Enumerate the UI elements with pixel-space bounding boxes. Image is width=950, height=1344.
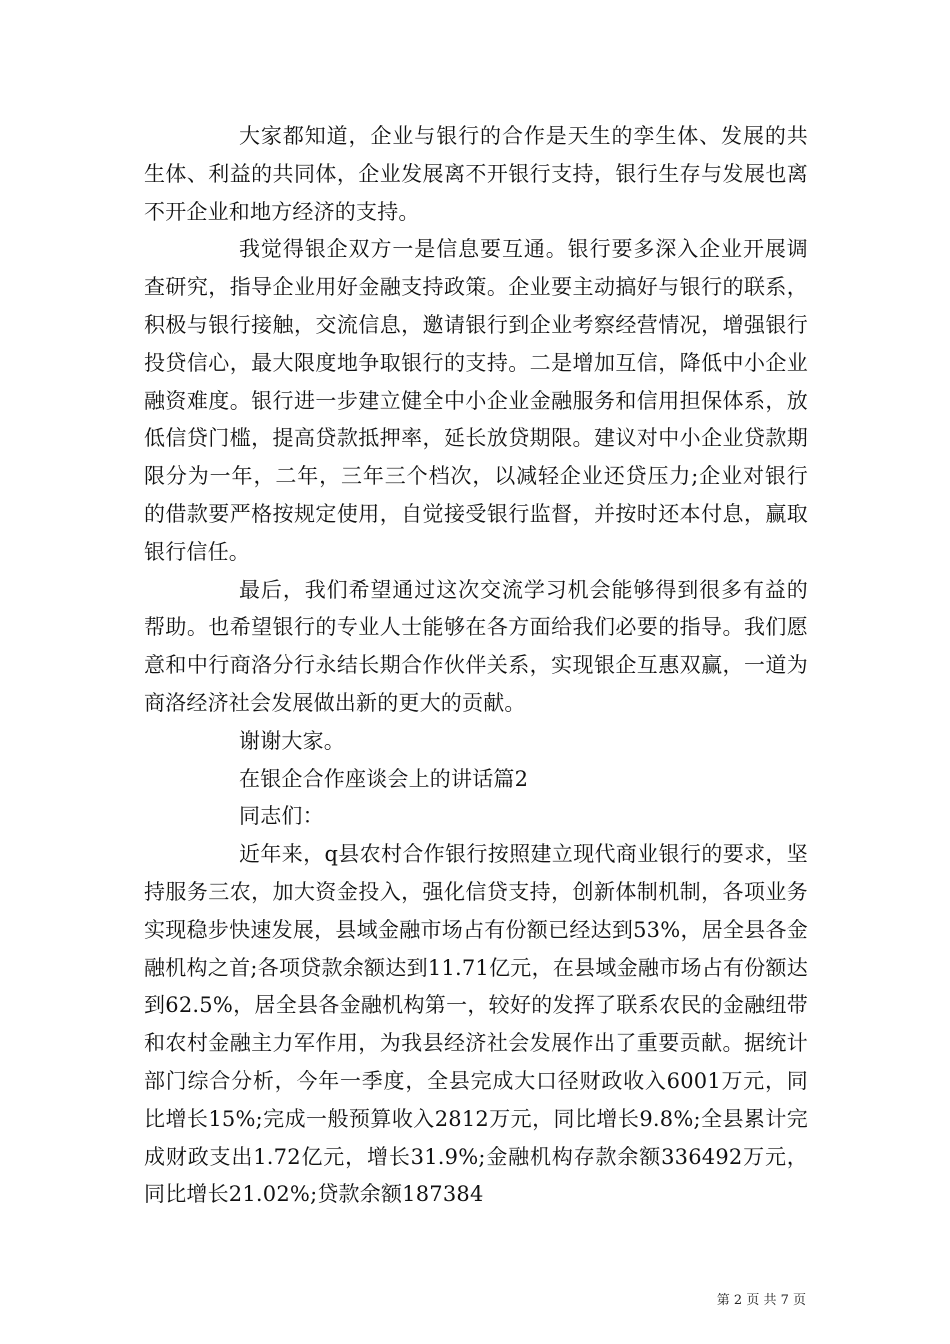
- page-number-footer: 第 2 页 共 7 页: [716, 1293, 806, 1308]
- section-title: 在银企合作座谈会上的讲话篇2: [239, 766, 529, 791]
- paragraph-cooperation-intro: 大家都知道，企业与银行的合作是天生的孪生体、发展的共生体、利益的共同体，企业发展离不开银行支持，银行生存与发展也离不开企业和地方经济的支持。: [144, 124, 808, 224]
- document-body: [144, 118, 808, 1214]
- paragraph-closing-hopes: 最后，我们希望通过这次交流学习机会能够得到很多有益的帮助。也希望银行的专业人士能够在各方面给我们必要的指导。我们愿意和中行商洛分行永结长期合作伙伴关系，实现银企互惠双赢，一道为商洛经济社会发展做出新的更大的贡献。: [144, 577, 808, 715]
- salutation: 同志们：: [239, 804, 324, 829]
- paragraph-suggestions: 我觉得银企双方一是信息要互通。银行要多深入企业开展调查研究，指导企业用好金融支持政策。企业要主动搞好与银行的联系，积极与银行接触，交流信息，邀请银行到企业考察经营情况，增强银行投贷信心，最大限度地争取银行的支持。二是增加互信，降低中小企业融资难度。银行进一步建立健全中小企业金融服务和信用担保体系，放低信贷门槛，提高贷款抵押率，延长放贷期限。建议对中小企业贷款期限分为一年，二年，三年三个档次，以减轻企业还贷压力;企业对银行的借款要严格按规定使用，自觉接受银行监督，并按时还本付息，赢取银行信任。: [144, 237, 808, 564]
- paragraph-thanks: 谢谢大家。: [239, 728, 345, 753]
- paragraph-bank-performance: 近年来，q县农村合作银行按照建立现代商业银行的要求，坚持服务三农，加大资金投入，强化信贷支持，创新体制机制，各项业务实现稳步快速发展，县域金融市场占有份额已经达到53%，居全县各金融机构之首;各项贷款余额达到11.71亿元，在县域金融市场占有份额达到62.5%，居全县各金融机构第一，较好的发挥了联系农民的金融纽带和农村金融主力军作用，为我县经济社会发展作出了重要贡献。据统计部门综合分析，今年一季度，全县完成大口径财政收入6001万元，同比增长15%;完成一般预算收入2812万元，同比增长9.8%;全县累计完成财政支出1.72亿元，增长31.9%;金融机构存款余额336492万元，同比增长21.02%;贷款余额187384: [144, 842, 808, 1207]
